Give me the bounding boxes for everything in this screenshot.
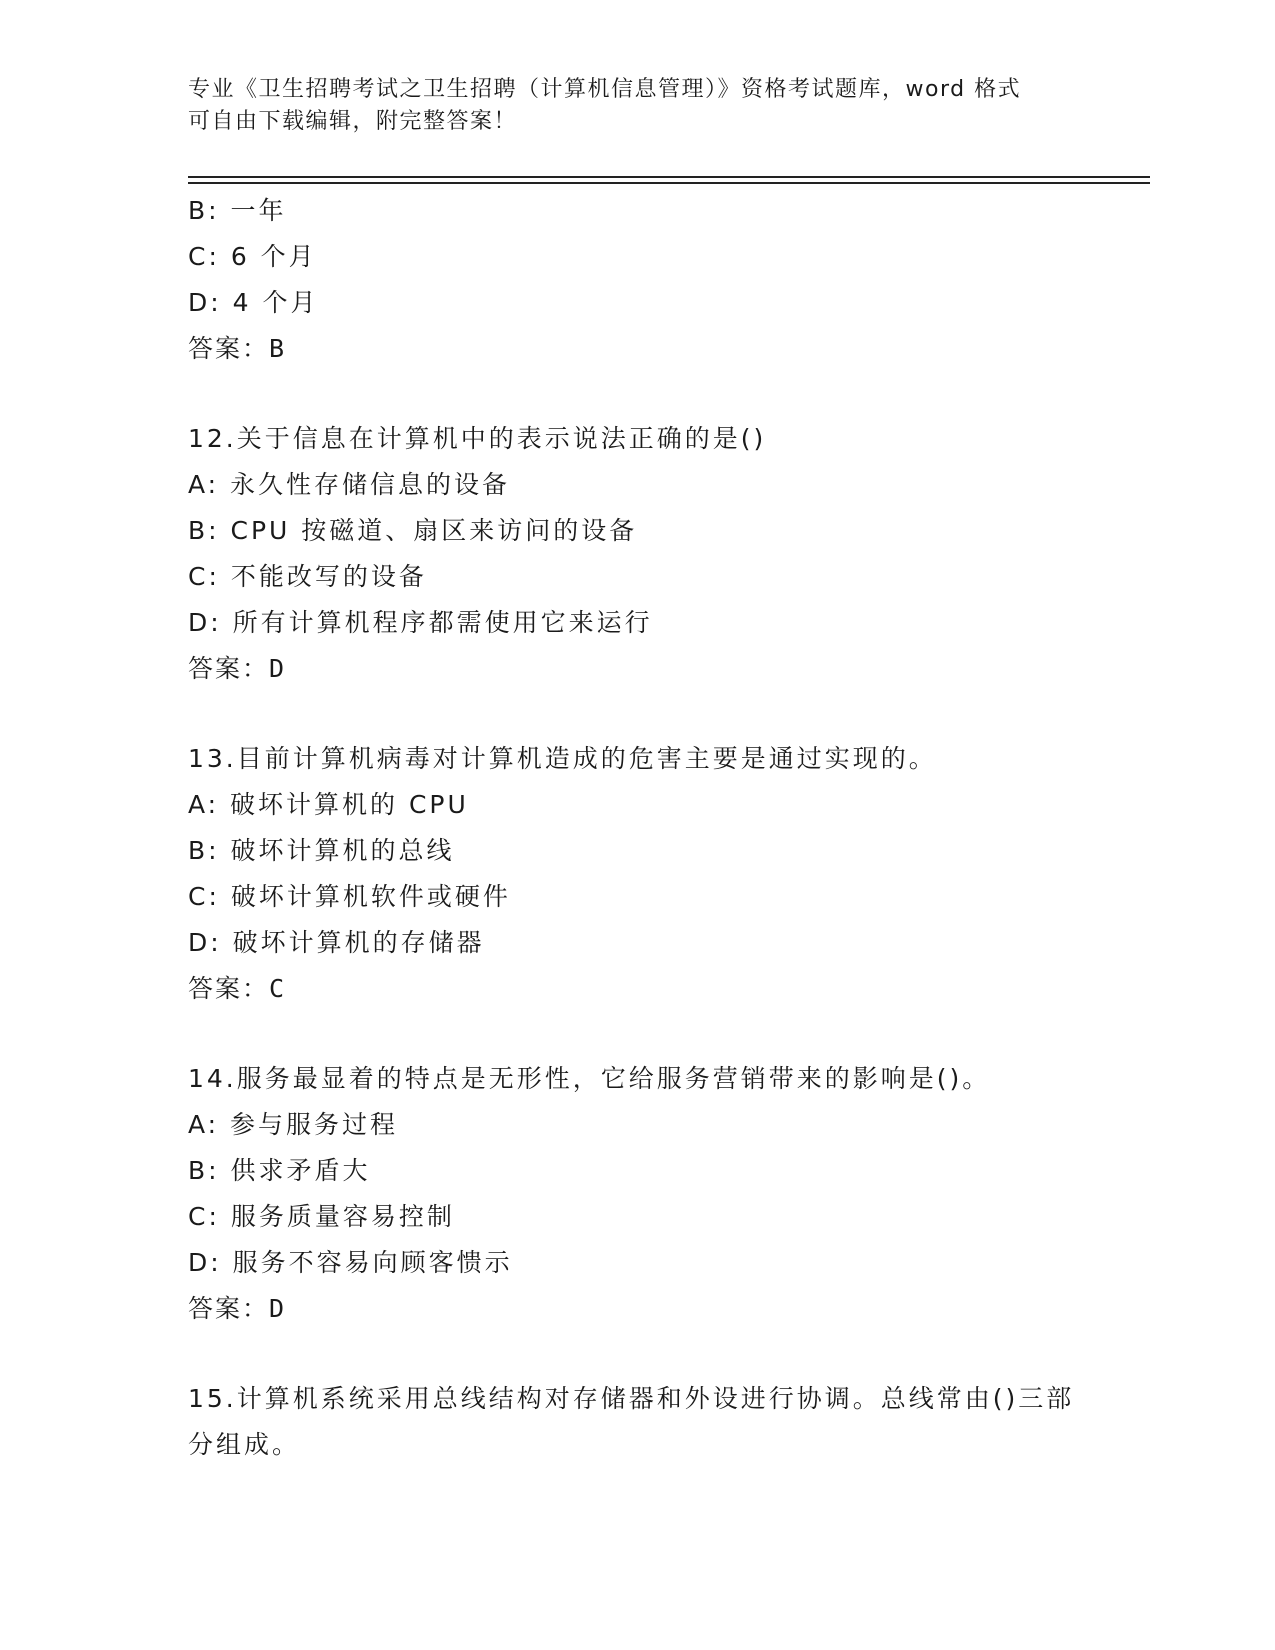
option-d: D: 破坏计算机的存储器 <box>188 928 485 957</box>
option-c: C: 6 个月 <box>188 242 317 271</box>
option-c: C: 服务质量容易控制 <box>188 1202 455 1231</box>
answer-line <box>188 646 1088 692</box>
option-d: D: 服务不容易向顾客愦示 <box>188 1248 513 1277</box>
question-stem: 15.计算机系统采用总线结构对存储器和外设进行协调。总线常由()三部分组成。 <box>188 1384 1075 1459</box>
header-divider-bottom <box>188 182 1150 184</box>
header-line-1: 专业《卫生招聘考试之卫生招聘（计算机信息管理）》资格考试题库，word 格式 <box>188 77 1022 102</box>
header-divider-top <box>188 176 1150 178</box>
answer-label: 答案： <box>188 1294 270 1323</box>
question-12 <box>188 416 1088 692</box>
answer-label: 答案： <box>188 334 270 363</box>
answer-value: D <box>269 1294 286 1323</box>
question-list <box>188 188 1088 1468</box>
answer-value: D <box>269 654 286 683</box>
answer-label: 答案： <box>188 654 270 683</box>
option-b: B: CPU 按磁道、扇区来访问的设备 <box>188 516 638 545</box>
option-a: A: 破坏计算机的 CPU <box>188 790 469 819</box>
answer-value: B <box>269 334 286 363</box>
question-13 <box>188 736 1088 1012</box>
question-11-continued <box>188 188 1088 372</box>
option-b: B: 破坏计算机的总线 <box>188 836 455 865</box>
document-header <box>188 74 1088 138</box>
answer-value: C <box>269 974 286 1003</box>
header-line-2: 可自由下载编辑，附完整答案！ <box>188 109 518 134</box>
question-stem: 14.服务最显着的特点是无形性，它给服务营销带来的影响是()。 <box>188 1064 991 1093</box>
answer-label: 答案： <box>188 974 270 1003</box>
option-c: C: 不能改写的设备 <box>188 562 427 591</box>
answer-line <box>188 966 1088 1012</box>
option-b: B: 一年 <box>188 196 287 225</box>
answer-line <box>188 1286 1088 1332</box>
option-a: A: 参与服务过程 <box>188 1110 399 1139</box>
question-15 <box>188 1376 1088 1468</box>
question-stem: 12.关于信息在计算机中的表示说法正确的是() <box>188 424 767 453</box>
option-a: A: 永久性存储信息的设备 <box>188 470 511 499</box>
answer-line <box>188 326 1088 372</box>
option-c: C: 破坏计算机软件或硬件 <box>188 882 511 911</box>
option-d: D: 所有计算机程序都需使用它来运行 <box>188 608 653 637</box>
question-14 <box>188 1056 1088 1332</box>
option-d: D: 4 个月 <box>188 288 319 317</box>
option-b: B: 供求矛盾大 <box>188 1156 371 1185</box>
question-stem: 13.目前计算机病毒对计算机造成的危害主要是通过实现的。 <box>188 744 937 773</box>
